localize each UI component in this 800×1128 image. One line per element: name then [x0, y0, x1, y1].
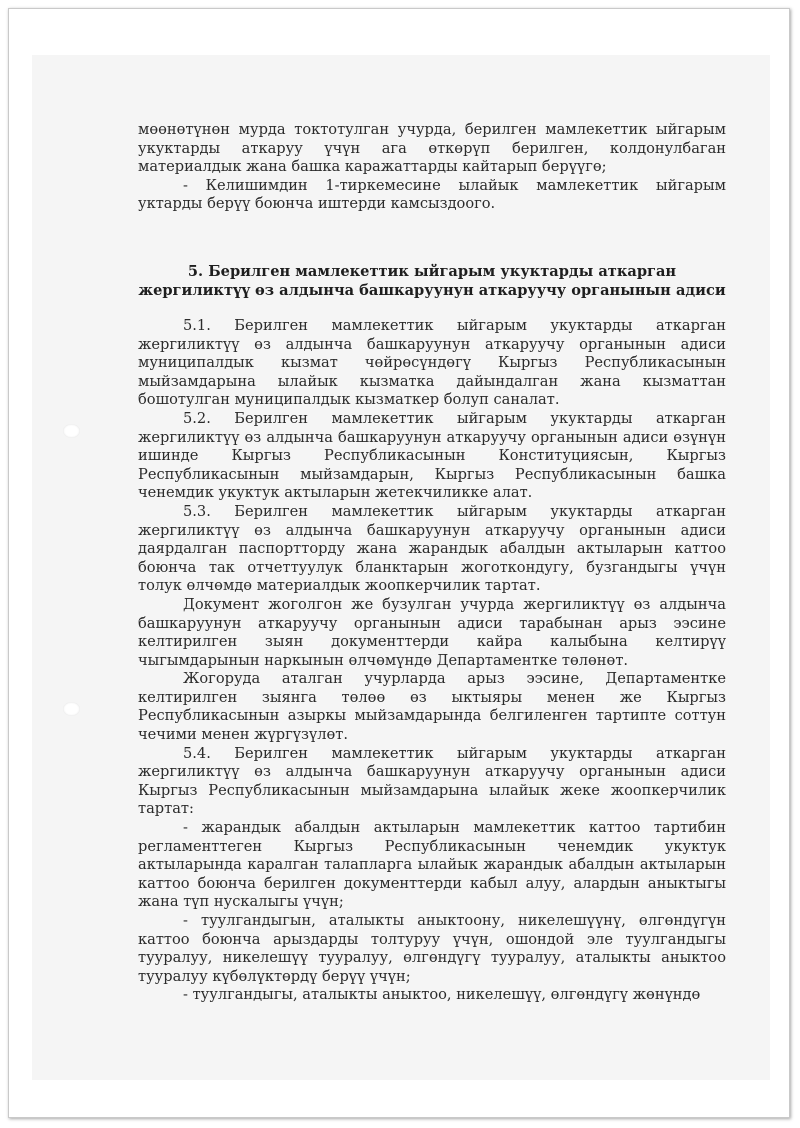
list-item-responsibility: - жарандык абалдын актыларын мамлекеттик каттоо тартибин регламенттеген Кыргыз Республикасынын ченемдик укуктук актыларында каралган талапларга ылайык жарандык абалдын актыларын каттоо боюнча берилген документтерди кабыл алуу, алардын аныктыгы жана түп нускалыгы үчүн; — [138, 819, 726, 911]
paragraph-document-loss: Документ жоголгон же бузулган учурда жергиликтүү өз алдынча башкаруунун аткаруучу органынын адиси тарабынан арыз ээсине келтирилген зыян документтерди кайра калыбына келтирүү чыгымдарынын наркынын өлчөмүндө Департаментке төлөнөт. — [138, 595, 726, 669]
paragraph-damage-payment: Жогоруда аталган учурларда арыз ээсине, Департаментке келтирилген зыянга төлөө өз ыктыяры менен же Кыргыз Республикасынын азыркы мыйзамдарында белгиленген тартипте соттун чечими менен жүргүзүлөт. — [138, 670, 726, 744]
punch-hole — [63, 424, 80, 438]
section-body — [138, 317, 726, 1005]
clause-5-3: 5.3. Берилген мамлекеттик ыйгарым укуктарды аткарган жергиликтүү өз алдынча башкаруунун аткаруучу органынын адиси даярдалган паспортторду жана жарандык абалдын актыларын каттоо боюнча так отчеттуулук бланктарын жоготкондугу, бузгандыгы үчүн толук өлчөмдө материалдык жоопкерчилик тартат. — [138, 502, 726, 595]
paragraph-continuation: мөөнөтүнөн мурда токтотулган учурда, берилген мамлекеттик ыйгарым укуктарды аткаруу үчүн ага өткөрүп берилген, колдонулбаган материалдык жана башка каражаттарды кайтарып берүүгө; — [138, 121, 726, 176]
section-heading: 5. Берилген мамлекеттик ыйгарым укуктарды аткарган жергиликтүү өз алдынча башкаруунун аткаруучу органынын адиси — [138, 263, 726, 299]
top-text-block — [138, 121, 726, 214]
clause-5-2: 5.2. Берилген мамлекеттик ыйгарым укуктарды аткарган жергиликтүү өз алдынча башкаруунун аткаруучу органынын адиси өзүнүн ишинде Кыргыз Республикасынын Конституциясын, Кыргыз Республикасынын мыйзамдарын, Кыргыз Республикасынын башка ченемдик укуктук актыларын жетекчиликке алат. — [138, 409, 726, 502]
list-item-responsibility: - туулгандыгы, аталыкты аныктоо, никелешүү, өлгөндүгү жөнүндө — [183, 986, 701, 1004]
clause-5-4: 5.4. Берилген мамлекеттик ыйгарым укуктарды аткарган жергиликтүү өз алдынча башкаруунун аткаруучу органынын адиси Кыргыз Республикасынын мыйзамдарына ылайык жеке жоопкерчилик тартат: — [138, 744, 726, 818]
list-item-obligation: - Келишимдин 1-тиркемесине ылайык мамлекеттик ыйгарым уктарды берүү боюнча иштерди камсыздоого. — [138, 176, 726, 213]
punch-hole — [63, 702, 80, 716]
clause-5-1: 5.1. Берилген мамлекеттик ыйгарым укуктарды аткарган жергиликтүү өз алдынча башкаруунун аткаруучу органынын адиси муниципалдык кызмат чөйрөсүндөгү Кыргыз Республикасынын мыйзамдарына ылайык кызматка дайындалган жана кызматтан бошотулган муниципалдык кызматкер болуп саналат. — [138, 317, 726, 409]
list-item-responsibility: - туулгандыгын, аталыкты аныктоону, никелешүүнү, өлгөндүгүн каттоо боюнча арыздарды толтуруу үчүн, ошондой эле туулгандыгы тууралуу, никелешүү тууралуу, өлгөндүгү тууралуу, аталыкты аныктоо тууралуу күбөлүктөрдү берүү үчүн; — [138, 912, 726, 985]
